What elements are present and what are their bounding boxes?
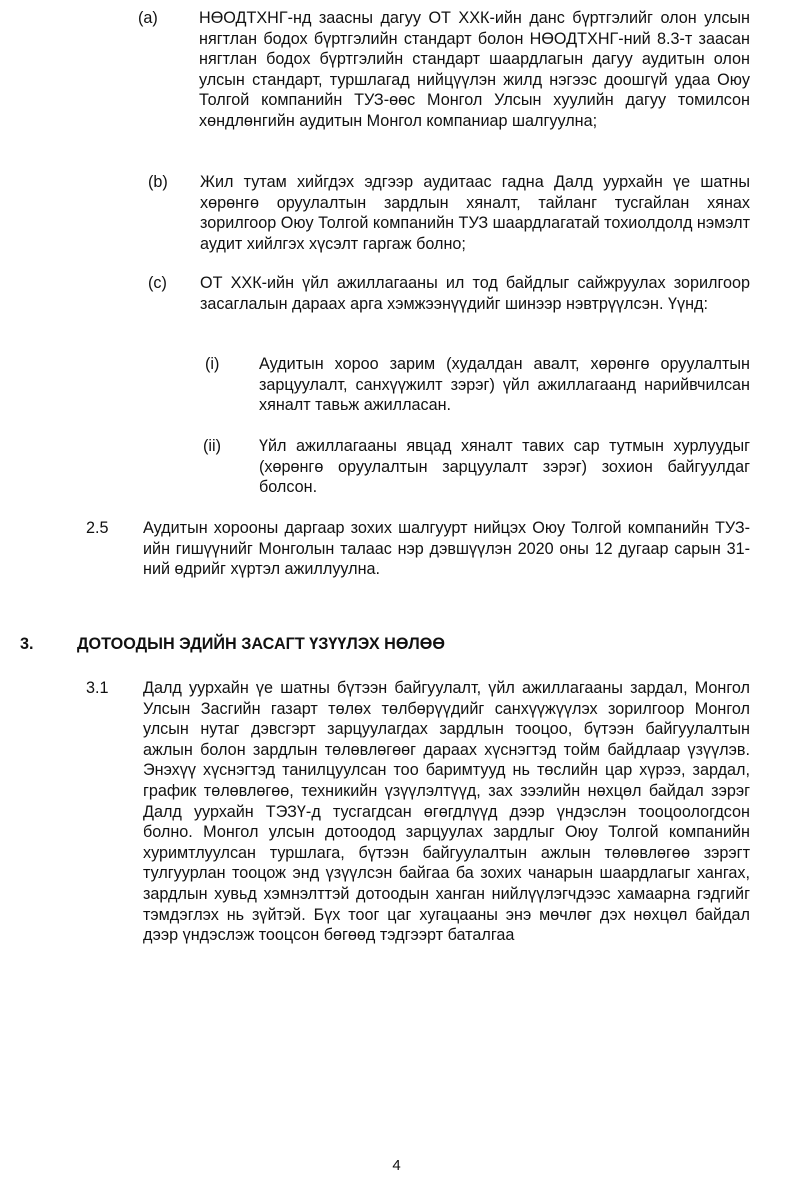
- section-3-number: 3.: [20, 635, 34, 653]
- item-a-label: (a): [138, 9, 158, 27]
- section-2-5-label: 2.5: [86, 519, 109, 537]
- page-number: 4: [392, 1157, 401, 1174]
- item-b-label: (b): [148, 173, 168, 191]
- item-c-text: ОТ ХХК-ийн үйл ажиллагааны ил тод байдлыг сайжруулах зорилгоор засаглалын дараах арга хэмжээнүүдийг шинээр нэвтрүүлсэн. Үүнд:: [200, 274, 750, 313]
- section-2-5-text: Аудитын хорооны даргаар зохих шалгуурт нийцэх Оюу Толгой компанийн ТУЗ-ийн гишүүнийг Монголын талаас нэр дэвшүүлэн 2020 оны 12 дугаар сарын 31-ний өдрийг хүртэл ажиллуулна.: [143, 519, 750, 579]
- item-c-i-text: Аудитын хороо зарим (худалдан авалт, хөрөнгө оруулалтын зарцуулалт, санхүүжилт зэрэг) үйл ажиллагаанд нарийвчилсан хяналт тавьж ажилласан.: [259, 355, 750, 415]
- item-c-ii-label: (ii): [203, 437, 221, 455]
- item-c-label: (c): [148, 274, 167, 292]
- item-a-text: НӨОДТХНГ-нд заасны дагуу ОТ ХХК-ийн данс бүртгэлийг олон улсын нягтлан бодох бүртгэлийн стандарт болон НӨОДТХНГ-ний 8.3-т заасан нягтлан бодох бүртгэлийн стандарт шаардлагын дагуу аудитын олон улсын стандарт, туршлагад нийцүүлэн жилд нэгээс доошгүй удаа Оюу Толгой компанийн ТУЗ-өөс Монгол Улсын хуулийн дагуу томилсон хөндлөнгийн аудитын Монгол компаниар шалгуулна;: [199, 9, 750, 130]
- section-3-1-text: Далд уурхайн үе шатны бүтээн байгуулалт, үйл ажиллагааны зардал, Монгол Улсын Засгийн газарт төлөх төлбөрүүдийг санхүүжүүлэх зорилгоор Монгол улсын нутаг дэвсгэрт зарцуулагдах зардлын тооцоо, бүтээн байгуулалтын ажлын болон зардлын төлөвлөгөөг дараах хүснэгтэд тойм байдлаар үзүүлэв. Энэхүү хүснэгтэд танилцуулсан тоо баримтууд нь төслийн цар хүрээ, зардал, график төлөвлөгөө, техникийн үзүүлэлтүүд, зах зээлийн нөхцөл байдал зэрэг Далд уурхайн ТЭЗҮ-д тусгагдсан өгөгдлүүд дээр үндэслэн тооцоологдсон болно. Монгол улсын дотоодод зарцуулах зардлыг Оюу Толгой компанийн хуримтлуулсан туршлага, бүтээн байгуулалтын ажлын төлөвлөгөө зэрэгт тулгуурлан тооцож энд үзүүлсэн байгаа ба зохих чанарын шаардлагыг хангах, зардлын хувьд хэмнэлттэй дотоодын ханган нийлүүлэгчдээс хамаарна гэдгийг тэмдэглэх нь зүйтэй. Бүх тоог цаг хугацааны энэ мөчлөг дэх нөхцөл байдал дээр үндэслэж тооцсон бөгөөд тэдгээрт баталгаа: [143, 679, 750, 945]
- item-c-i-label: (i): [205, 355, 220, 373]
- section-3-title: ДОТООДЫН ЭДИЙН ЗАСАГТ ҮЗҮҮЛЭХ НӨЛӨӨ: [77, 635, 445, 653]
- section-3-1-label: 3.1: [86, 679, 109, 697]
- item-c-ii-text: Үйл ажиллагааны явцад хяналт тавих сар тутмын хурлуудыг (хөрөнгө оруулалтын зарцуулалт зэрэг) зохион байгуулдаг болсон.: [259, 437, 750, 497]
- item-b-text: Жил тутам хийгдэх эдгээр аудитаас гадна Далд уурхайн үе шатны хөрөнгө оруулалтын зардлын хяналт, тайланг тусгайлан хянах зорилгоор Оюу Толгой компанийн ТУЗ шаардлагатай тохиолдолд нэмэлт аудит хийлгэх хүсэлт гаргаж болно;: [200, 173, 750, 253]
